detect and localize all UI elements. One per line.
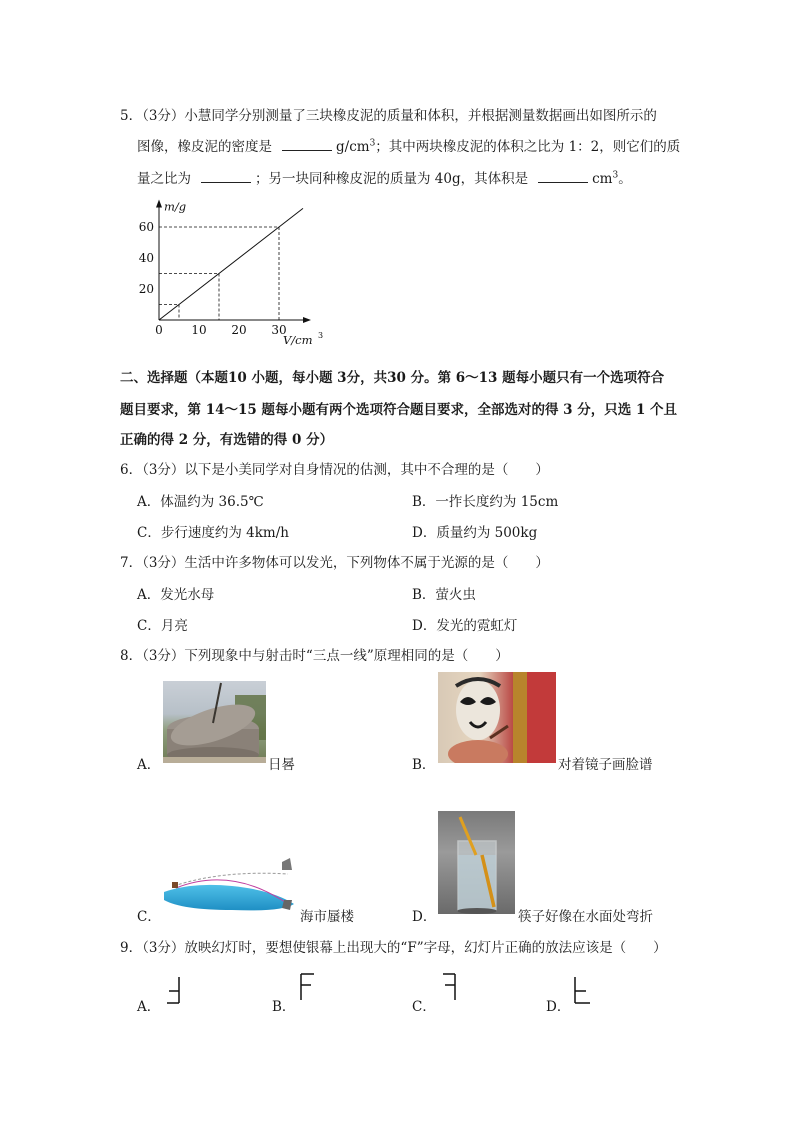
x-axis-arrow xyxy=(303,317,311,323)
q5-line2-c: ；其中两块橡皮泥的体积之比为 1：2，则它们的质 xyxy=(375,139,681,155)
q8-option-b-label[interactable]: B． xyxy=(412,757,436,773)
q8-option-d-text: 筷子好像在水面处弯折 xyxy=(518,909,653,925)
q9-option-a-label[interactable]: A． xyxy=(137,999,161,1015)
q7-stem: 7．（3分）生活中许多物体可以发光，下列物体不属于光源的是（ ） xyxy=(120,555,549,571)
sundial-image xyxy=(163,681,266,763)
q9-option-c-label[interactable]: C． xyxy=(412,999,436,1015)
q5-line3 xyxy=(137,167,632,187)
x-tick-label: 30 xyxy=(271,323,287,337)
x-tick-label: 10 xyxy=(191,323,207,337)
y-tick-label: 40 xyxy=(138,251,154,265)
y-tick-label: 20 xyxy=(138,282,154,296)
x-tick-label: 0 xyxy=(155,323,163,337)
section2-line2: 题目要求，第 14～15 题每小题有两个选项符合题目要求，全部选对的得 3 分，只选 1 个且 xyxy=(120,402,678,418)
y-tick-label: 60 xyxy=(138,220,154,234)
f-mirrored-c-icon xyxy=(440,972,460,1002)
q5-unit-cm: cm xyxy=(592,171,613,187)
q5-line2 xyxy=(137,135,680,155)
f-upright-b-icon xyxy=(298,972,318,1002)
opera-mask-image xyxy=(438,672,556,763)
q5-line3-b: ；另一块同种橡皮泥的质量为 40g，其体积是 xyxy=(255,171,529,187)
q5-line3-a: 量之比为 xyxy=(137,171,191,187)
q9-stem: 9．（3分）放映幻灯时，要想使银幕上出现大的“F”字母，幻灯片正确的放法应该是（ ） xyxy=(120,940,667,956)
q6-option-a[interactable]: A．体温约为 36.5℃ xyxy=(137,494,264,510)
q9-option-b-label[interactable]: B． xyxy=(272,999,296,1015)
data-line xyxy=(159,208,303,320)
section2-line3: 正确的得 2 分，有选错的得 0 分） xyxy=(120,432,334,448)
q6-option-b[interactable]: B．一拃长度约为 15cm xyxy=(412,494,559,510)
q7-option-c[interactable]: C．月亮 xyxy=(137,618,188,634)
q8-option-c-text: 海市蜃楼 xyxy=(300,909,354,925)
q8-option-a-label[interactable]: A． xyxy=(137,757,161,773)
f-flipped-d-icon xyxy=(572,975,594,1005)
q7-option-d[interactable]: D．发光的霓虹灯 xyxy=(412,618,518,634)
q8-stem: 8．（3分）下列现象中与射击时“三点一线”原理相同的是（ ） xyxy=(120,648,509,664)
sup: 3 xyxy=(369,138,376,149)
q7-option-a[interactable]: A．发光水母 xyxy=(137,587,215,603)
q5-unit-gcm: g/cm xyxy=(336,139,370,155)
mass-volume-chart xyxy=(135,198,335,348)
answer-blank-volume[interactable] xyxy=(538,170,588,183)
q8-option-b-text: 对着镜子画脸谱 xyxy=(558,757,653,773)
q8-option-d-label[interactable]: D． xyxy=(412,909,437,925)
q5-line2-a: 图像，橡皮泥的密度是 xyxy=(137,139,272,155)
q7-option-b[interactable]: B．萤火虫 xyxy=(412,587,476,603)
q8-option-a-text: 日晷 xyxy=(268,757,295,773)
q5-line3-d: 。 xyxy=(618,171,632,187)
f-rotated-a-icon xyxy=(165,975,185,1005)
sup: 3 xyxy=(612,170,619,181)
mirage-image xyxy=(162,852,298,914)
x-axis-label-sup: 3 xyxy=(318,331,324,340)
q9-option-d-label[interactable]: D． xyxy=(546,999,571,1015)
x-axis-label: V/cm xyxy=(283,333,313,347)
y-axis-arrow xyxy=(156,200,162,208)
q6-option-c[interactable]: C．步行速度约为 4km/h xyxy=(137,525,289,541)
q5-line1: 5．（3分）小慧同学分别测量了三块橡皮泥的质量和体积，并根据测量数据画出如图所示的 xyxy=(120,108,657,124)
chopstick-glass-image xyxy=(438,811,515,914)
y-axis-label: m/g xyxy=(164,199,187,214)
q6-option-d[interactable]: D．质量约为 500kg xyxy=(412,525,538,541)
answer-blank-density[interactable] xyxy=(282,138,332,151)
q8-option-c-label[interactable]: C． xyxy=(137,909,161,925)
section2-line1: 二、选择题（本题10 小题，每小题 3分，共30 分。第 6～13 题每小题只有一个选项符合 xyxy=(120,370,665,386)
x-tick-label: 20 xyxy=(231,323,247,337)
q6-stem: 6．（3分）以下是小美同学对自身情况的估测，其中不合理的是（ ） xyxy=(120,462,549,478)
answer-blank-ratio[interactable] xyxy=(201,170,251,183)
